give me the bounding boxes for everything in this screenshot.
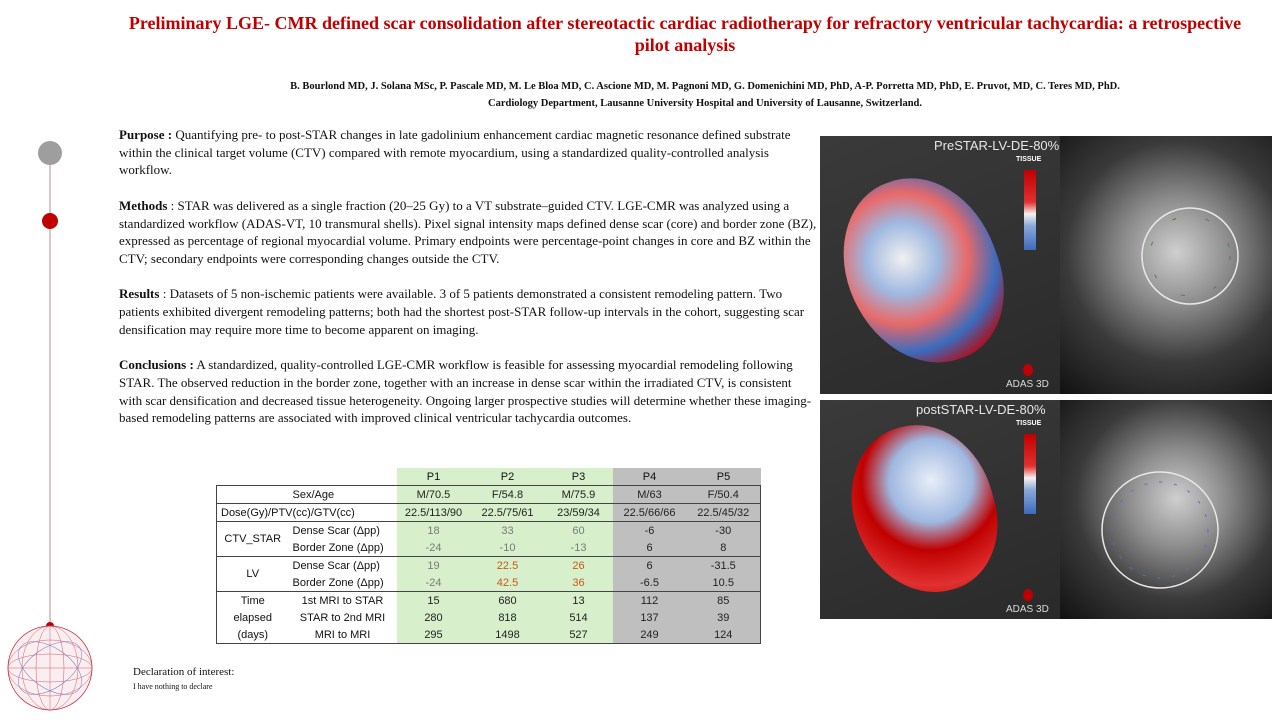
cell: 13 bbox=[545, 592, 613, 610]
timeline-dot-red bbox=[42, 213, 58, 229]
table-row bbox=[217, 539, 761, 557]
poststar-image-panel bbox=[820, 400, 1272, 619]
row-label: Border Zone (Δpp) bbox=[292, 541, 384, 554]
cell: 39 bbox=[687, 609, 761, 626]
table-row bbox=[217, 486, 761, 504]
table-row bbox=[217, 609, 761, 626]
col-header-p4: P4 bbox=[613, 468, 687, 486]
cell: 680 bbox=[471, 592, 545, 610]
cell: -24 bbox=[397, 574, 471, 592]
cell: M/70.5 bbox=[397, 486, 471, 504]
table-row bbox=[217, 592, 761, 610]
cell: 60 bbox=[545, 522, 613, 540]
row-label: STAR to 2nd MRI bbox=[299, 611, 386, 624]
results-label: Results bbox=[119, 286, 160, 302]
methods-label: Methods bbox=[119, 197, 168, 213]
group-label: CTV_STAR bbox=[217, 522, 289, 557]
timeline-dot-gray bbox=[38, 141, 62, 165]
purpose-label: Purpose : bbox=[119, 127, 173, 142]
row-label: Sex/Age bbox=[289, 486, 397, 504]
results-text: : Datasets of 5 non-ischemic patients were available. 3 of 5 patients demonstrated a consistent remodeling pattern. Two patients exhibited divergent remodeling patterns; both had the shortest post-STAR follow-up intervals in the cohort, suggesting scar densification may require more time to become apparent on imaging. bbox=[119, 286, 805, 337]
cell: F/50.4 bbox=[687, 486, 761, 504]
col-header-p2: P2 bbox=[471, 468, 545, 486]
cell: 112 bbox=[613, 592, 687, 610]
prestar-title: PreSTAR-LV-DE-80% bbox=[934, 138, 1060, 153]
cell: 85 bbox=[687, 592, 761, 610]
prestar-contour-icon bbox=[1060, 136, 1272, 394]
cell: F/54.8 bbox=[471, 486, 545, 504]
declaration-title: Declaration of interest: bbox=[133, 666, 235, 678]
cell: -6 bbox=[613, 522, 687, 540]
cell: 137 bbox=[613, 609, 687, 626]
group-label: (days) bbox=[217, 626, 289, 644]
author-block bbox=[150, 78, 1260, 112]
table-row bbox=[217, 557, 761, 575]
cell: 249 bbox=[613, 626, 687, 644]
row-label: MRI to MRI bbox=[289, 626, 397, 644]
results-section bbox=[119, 285, 817, 338]
cell: 124 bbox=[687, 626, 761, 644]
cell: 36 bbox=[545, 574, 613, 592]
declaration-text: I have nothing to declare bbox=[133, 682, 213, 691]
poststar-3d-map bbox=[820, 400, 1060, 619]
cell: 6 bbox=[613, 557, 687, 575]
cell: M/75.9 bbox=[545, 486, 613, 504]
prestar-heart-render bbox=[820, 156, 1026, 386]
patient-table bbox=[216, 468, 761, 644]
group-label: LV bbox=[217, 557, 289, 592]
cell: 22.5/45/32 bbox=[687, 504, 761, 522]
table-row bbox=[217, 574, 761, 592]
row-label: Border Zone (Δpp) bbox=[292, 576, 384, 589]
prestar-legend-title: TISSUE bbox=[1016, 156, 1042, 163]
cell: 527 bbox=[545, 626, 613, 644]
prestar-mri-slice bbox=[1060, 136, 1272, 394]
conclusions-text: A standardized, quality-controlled LGE-CMR workflow is feasible for assessing myocardial remodeling following STAR. The observed reduction in the border zone, together with an increase in dense scar within the irradiated CTV, is consistent with scar densification and decreased tissue heterogeneity. Ongoing larger prospective studies will determine whether these imaging-based remodeling patterns are associated with improved clinical ventricular tachycardia outcomes. bbox=[119, 357, 812, 426]
row-label: Dense Scar (Δpp) bbox=[289, 522, 397, 540]
purpose-section bbox=[119, 126, 817, 179]
cell: 19 bbox=[397, 557, 471, 575]
cell: -30 bbox=[687, 522, 761, 540]
cell: 1498 bbox=[471, 626, 545, 644]
cell: 22.5 bbox=[471, 557, 545, 575]
cell: 10.5 bbox=[687, 574, 761, 592]
cell: 23/59/34 bbox=[545, 504, 613, 522]
cell: 22.5/66/66 bbox=[613, 504, 687, 522]
poststar-legend-title: TISSUE bbox=[1016, 420, 1042, 427]
affiliation: Cardiology Department, Lausanne University Hospital and University of Lausanne, Switzerland. bbox=[487, 98, 923, 109]
col-header-p3: P3 bbox=[545, 468, 613, 486]
cell: 22.5/113/90 bbox=[397, 504, 471, 522]
cell: 22.5/75/61 bbox=[471, 504, 545, 522]
cell: 33 bbox=[471, 522, 545, 540]
cell: -31.5 bbox=[687, 557, 761, 575]
author-list: B. Bourlond MD, J. Solana MSc, P. Pascale MD, M. Le Bloa MD, C. Ascione MD, M. Pagnoni MD, G. Domenichini MD, PhD, A-P. Porretta MD, PhD, E. Pruvot, MD, C. Teres MD, PhD. bbox=[290, 81, 1120, 92]
purpose-text: Quantifying pre- to post-STAR changes in late gadolinium enhancement cardiac magnetic resonance defined substrate within the clinical target volume (CTV) compared with remote myocardium, using a standardized quality-controlled analysis workflow. bbox=[119, 127, 791, 178]
cell: M/63 bbox=[613, 486, 687, 504]
prestar-image-panel bbox=[820, 136, 1272, 394]
group-label: Time bbox=[217, 592, 289, 610]
cell: 26 bbox=[545, 557, 613, 575]
cell: 8 bbox=[687, 539, 761, 557]
cell: 818 bbox=[471, 609, 545, 626]
cell: 15 bbox=[397, 592, 471, 610]
cell: 42.5 bbox=[471, 574, 545, 592]
prestar-3d-map bbox=[820, 136, 1060, 394]
table-row bbox=[217, 522, 761, 540]
abstract-text bbox=[119, 126, 817, 445]
methods-text: : STAR was delivered as a single fraction (20–25 Gy) to a VT substrate–guided CTV. LGE-CMR was analyzed using a standardized workflow (ADAS-VT, 10 transmural shells). Pixel signal intensity maps defined dense scar (core) and border zone (BZ), expressed as percentage of regional myocardial volume. Primary endpoints were percentage-point changes in core and BZ within the CTV; secondary endpoints were corresponding changes outside the CTV. bbox=[119, 197, 817, 266]
cell: 18 bbox=[397, 522, 471, 540]
cell: -10 bbox=[471, 539, 545, 557]
methods-section bbox=[119, 197, 817, 268]
cell: -24 bbox=[397, 539, 471, 557]
conclusions-label: Conclusions : bbox=[119, 357, 194, 373]
row-label: Dense Scar (Δpp) bbox=[289, 557, 397, 575]
row-label: Dose(Gy)/PTV(cc)/GTV(cc) bbox=[217, 504, 397, 522]
declaration-block bbox=[133, 665, 234, 694]
cell: 295 bbox=[397, 626, 471, 644]
prestar-brand: ADAS 3D bbox=[1006, 379, 1049, 390]
cell: 280 bbox=[397, 609, 471, 626]
poststar-heart-render bbox=[834, 409, 1013, 609]
cell: -6.5 bbox=[613, 574, 687, 592]
col-header-p5: P5 bbox=[687, 468, 761, 486]
poststar-title: postSTAR-LV-DE-80% bbox=[916, 402, 1046, 417]
poster-title: Preliminary LGE- CMR defined scar consolidation after stereotactic cardiac radiotherapy for refractory ventricular tachycardia: a retrospective pilot analysis bbox=[128, 13, 1242, 55]
adas-logo-icon bbox=[1023, 589, 1033, 601]
cell: -13 bbox=[545, 539, 613, 557]
table-row bbox=[217, 504, 761, 522]
cell: 6 bbox=[613, 539, 687, 557]
col-header-p1: P1 bbox=[397, 468, 471, 486]
group-label: elapsed bbox=[217, 609, 289, 626]
prestar-legend-bar bbox=[1024, 170, 1036, 250]
poststar-mri-slice bbox=[1060, 400, 1272, 619]
poststar-brand: ADAS 3D bbox=[1006, 604, 1049, 615]
cell: 514 bbox=[545, 609, 613, 626]
poststar-legend-bar bbox=[1024, 434, 1036, 514]
adas-logo-icon bbox=[1023, 364, 1033, 376]
globe-logo-icon bbox=[6, 624, 94, 712]
conclusions-section bbox=[119, 356, 817, 427]
table-row bbox=[217, 626, 761, 644]
poststar-contour-icon bbox=[1060, 400, 1272, 619]
table-header-row bbox=[217, 468, 761, 486]
row-label: 1st MRI to STAR bbox=[289, 592, 397, 610]
